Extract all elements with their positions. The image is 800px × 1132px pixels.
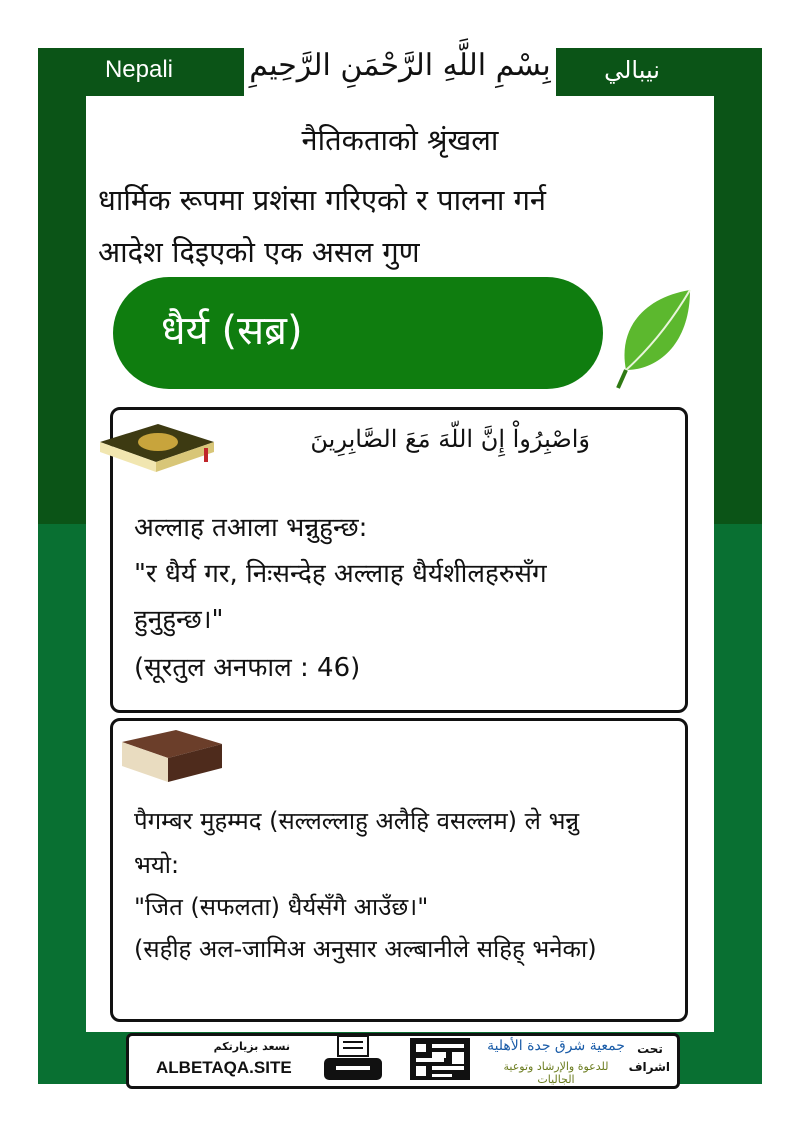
quran-verse-arabic: وَاصْبِرُواْ إِنَّ اللّهَ مَعَ الصَّابِرِينَ: [310, 425, 590, 453]
quran-translation-line-2: हुनुहुन्छ।": [134, 605, 224, 635]
subtitle-line-1: धार्मिक रूपमा प्रशंसा गरिएको र पालना गर्न: [98, 183, 547, 217]
footer-site-link[interactable]: ALBETAQA.SITE: [156, 1058, 292, 1077]
hadith-intro-line-2: भयो:: [134, 851, 180, 879]
printer-icon[interactable]: [322, 1034, 384, 1084]
quran-reference: (सूरतुल अनफाल : 46): [134, 653, 361, 683]
supervision-label: تحت اشراف: [628, 1042, 670, 1074]
subtitle-line-2: आदेश दिइएको एक असल गुण: [98, 235, 420, 269]
quran-intro: अल्लाह तआला भन्नुहुन्छ:: [134, 513, 368, 543]
hadith-intro-line-1: पैगम्बर मुहम्मद (सल्लल्लाहु अलैहि वसल्लम) ले भन्नु: [134, 807, 580, 835]
language-label-english: Nepali: [104, 56, 174, 83]
hadith-book-icon: [118, 728, 226, 788]
organization-name: جمعية شرق جدة الأهلية: [487, 1038, 625, 1054]
leaf-icon: [612, 284, 702, 394]
virtue-title: धैर्य (सब्र): [161, 308, 303, 354]
language-label-arabic: نيبالي: [604, 56, 660, 84]
organization-subtitle: للدعوة والإرشاد وتوعية الجاليات: [503, 1060, 609, 1086]
kufic-logo-icon: [408, 1036, 472, 1082]
hadith-text: "जित (सफलता) धैर्यसँगै आउँछ।": [134, 893, 429, 921]
footer-visit-text: نسعد بزيارتكم: [213, 1040, 290, 1053]
quran-translation-line-1: "र धैर्य गर, निःसन्देह अल्लाह धैर्यशीलहरुसँग: [134, 559, 547, 589]
virtue-banner: [113, 277, 603, 389]
basmala-calligraphy: بِسْمِ اللَّهِ الرَّحْمَنِ الرَّحِيمِ: [244, 36, 556, 100]
hadith-reference: (सहीह अल-जामिअ अनुसार अल्बानीले सहिह् भनेका): [134, 935, 597, 963]
series-title: नैतिकताको श्रृंखला: [301, 123, 499, 157]
